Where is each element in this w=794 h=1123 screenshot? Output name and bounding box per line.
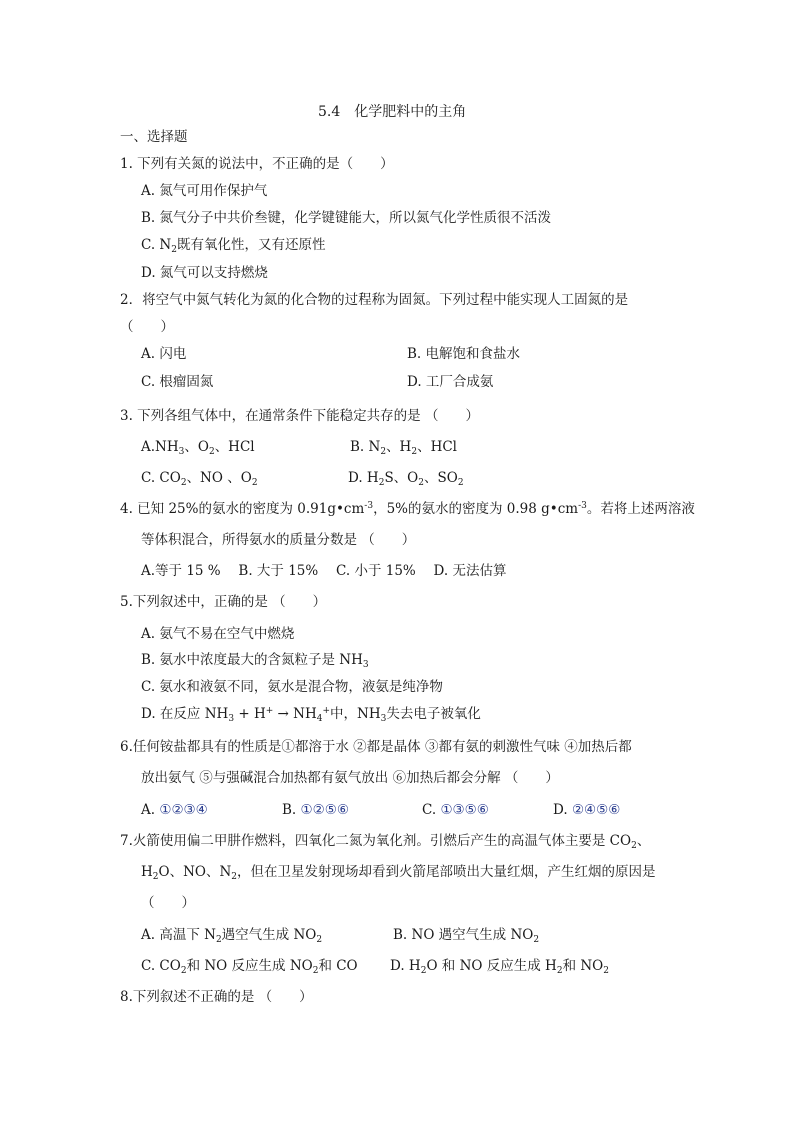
page-title: 5.4 化学肥料中的主角 [318, 104, 467, 120]
question-6-stem: 6.任何铵盐都具有的性质是①都溶于水 ②都是晶体 ③都有氨的刺激性气味 ④加热后都 [120, 739, 632, 755]
question-3-option-a: $A.NH_3$、$O_2$、HCl [141, 439, 255, 457]
question-2-option-c: C. 根瘤固氮 [141, 374, 214, 390]
question-6-option-b: B. ①②⑤⑥ [282, 802, 349, 818]
question-3-option-b: B. $N_2$、$H_2$、HCl [350, 439, 457, 457]
question-7-stem-cont: $H_2O$、NO、$N_2$，但在卫星发射现场却看到火箭尾部喷出大量红烟，产生红烟的原因是 [141, 864, 656, 882]
question-2-stem-cont: （ ） [120, 319, 174, 335]
question-2-stem: 2．将空气中氮气转化为氮的化合物的过程称为固氮。下列过程中能实现人工固氮的是 [120, 292, 629, 308]
question-7-answer-blank: （ ） [141, 895, 195, 911]
question-4-options: A.等于 15 % B. 大于 15% C. 小于 15% D. 无法估算 [141, 563, 507, 579]
question-7-option-b: B. NO 遇空气生成 $NO_2$ [393, 927, 540, 945]
question-7-option-d: D. $H_2O$ 和 NO 反应生成 $H_2$和 $NO_2$ [390, 958, 609, 976]
question-3-option-d: D. $H_2S$、$O_2$、$SO_2$ [348, 470, 464, 488]
question-5-option-b: B. 氨水中浓度最大的含氮粒子是 $NH_3$ [141, 652, 369, 670]
question-6-option-a: A. ①②③④ [141, 802, 208, 818]
question-2-option-b: B. 电解饱和食盐水 [407, 346, 521, 362]
question-5-option-a: A. 氨气不易在空气中燃烧 [141, 626, 295, 642]
question-5-stem: 5.下列叙述中，正确的是 （ ） [120, 594, 327, 610]
question-1-stem: 1. 下列有关氮的说法中，不正确的是（ ） [120, 156, 394, 172]
question-7-option-a: A. 高温下 $N_2$遇空气生成 $NO_2$ [141, 927, 323, 945]
question-6-option-c: C. ①③⑤⑥ [422, 802, 489, 818]
question-8-stem: 8.下列叙述不正确的是 （ ） [120, 989, 313, 1005]
section-heading: 一、选择题 [120, 129, 188, 145]
question-7-stem: 7.火箭使用偏二甲肼作燃料，四氧化二氮为氧化剂。引燃后产生的高温气体主要是 $CO_2$、 [120, 833, 651, 851]
question-1-option-a: A. 氮气可用作保护气 [141, 183, 268, 199]
question-4-stem: 4. 已知 25%的氨水的密度为 $0.91g•cm^{-3}$，5%的氨水的密度为 0.98 $g•cm^{-3}$。若将上述两溶液 [120, 501, 695, 517]
question-3-stem: 3. 下列各组气体中，在通常条件下能稳定共存的是 （ ） [120, 408, 479, 424]
question-1-option-b: B. 氮气分子中共价叁键，化学键键能大，所以氮气化学性质很不活泼 [141, 210, 552, 226]
question-5-option-d: D. 在反应 $NH_3 + H^+ \to NH_4^+$中，$NH_3$失去电子被氧化 [141, 706, 481, 724]
question-1-option-d: D. 氮气可以支持燃烧 [141, 265, 268, 281]
question-2-option-a: A. 闪电 [141, 346, 187, 362]
question-6-stem-cont: 放出氨气 ⑤与强碱混合加热都有氨气放出 ⑥加热后都会分解 （ ） [141, 770, 559, 786]
question-7-option-c: C. $CO_2$和 NO 反应生成 $NO_2$和 CO [141, 958, 358, 976]
question-6-option-d: D. ②④⑤⑥ [553, 802, 621, 818]
question-5-option-c: C. 氨水和液氨不同，氨水是混合物，液氨是纯净物 [141, 679, 443, 695]
question-3-option-c: C. $CO_2$、NO 、$O_2$ [141, 470, 258, 488]
question-2-option-d: D. 工厂合成氨 [407, 374, 494, 390]
question-1-option-c: C. $N_2$既有氧化性，又有还原性 [141, 237, 326, 255]
question-4-stem-cont: 等体积混合，所得氨水的质量分数是 （ ） [141, 532, 416, 548]
